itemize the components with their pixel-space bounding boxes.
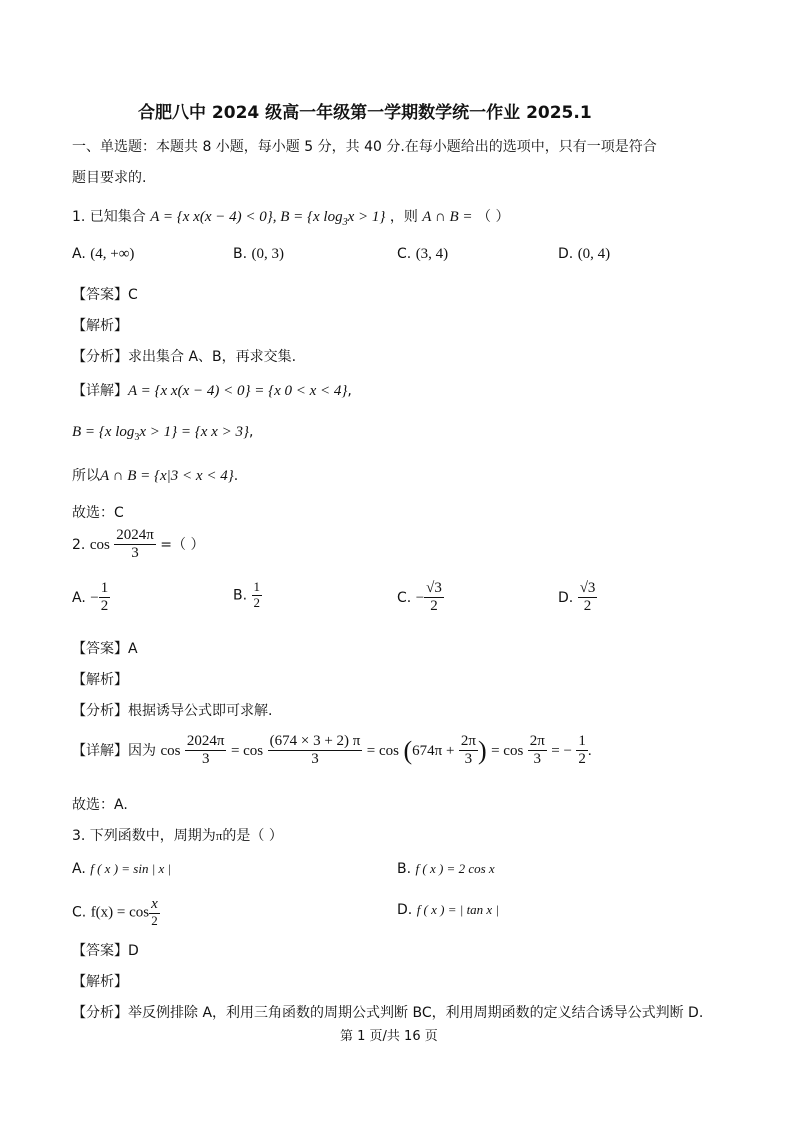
q2-option-d: D. $\frac{√3}{2}$ xyxy=(558,580,596,615)
q1-option-a: A. (4, +∞) xyxy=(72,246,135,262)
q1-detail-line2: B = {x $\log_3x > 1\} = \{x$ x > 3}, xyxy=(72,424,254,443)
q1-answer: 【答案】C xyxy=(72,287,138,303)
q2-choose: 故选：A. xyxy=(72,797,128,813)
section-instructions-line1: 一、单选题：本题共 8 小题，每小题 5 分，共 40 分.在每小题给出的选项中，只有一项是符合 xyxy=(72,139,657,155)
q3-option-a: A. f ( x ) = sin | x | xyxy=(72,861,172,877)
section-instructions-line2: 题目要求的. xyxy=(72,170,147,186)
q1-choose: 故选：C xyxy=(72,505,124,521)
q3-fenxi: 【分析】举反例排除 A，利用三角函数的周期公式判断 BC，利用周期函数的定义结合诱导公式判断 D. xyxy=(72,1005,704,1021)
q1-ask-prefix: ，则 xyxy=(389,209,418,225)
q1-stem xyxy=(72,206,509,228)
q1-prefix: 1. 已知集合 xyxy=(72,209,146,225)
q1-ask-expression: A ∩ B = xyxy=(422,209,473,225)
q1-detail-line1: 【详解】A = {x x(x − 4) < 0} = {x 0 < x < 4}, xyxy=(72,383,352,399)
q1-option-d: D. (0, 4) xyxy=(558,246,611,262)
q2-option-a: A. − $\frac{1}{2}$ xyxy=(72,580,109,615)
q1-option-c: C. (3, 4) xyxy=(397,246,449,262)
page-title: 合肥八中 2024 级高一年级第一学期数学统一作业 2025.1 xyxy=(138,103,592,123)
q2-analysis-tag: 【解析】 xyxy=(72,672,128,688)
q2-stem-numerator: 2024π xyxy=(114,527,156,545)
q3-option-b: B. f ( x ) = 2 cos x xyxy=(397,861,495,877)
page-number: 第 1 页/共 16 页 xyxy=(340,1029,438,1044)
q1-detail-line3: 所以A ∩ B = {x|3 < x < 4}. xyxy=(72,468,239,484)
q1-set-definition: A = {x x(x − 4) < 0}, B = {x $\log_3x > 1$} xyxy=(150,209,386,228)
q1-analysis-tag: 【解析】 xyxy=(72,318,128,334)
q1-option-b: B. (0, 3) xyxy=(233,246,285,262)
q3-option-c: C. f(x) = cos $\frac{x}{2}$ xyxy=(72,896,158,929)
q2-stem: 2. cos $\frac{2024\pi}{3}$ =（ ） xyxy=(72,527,205,562)
q2-option-b: B. $\frac{1}{2}$ xyxy=(233,579,261,610)
q3-answer: 【答案】D xyxy=(72,943,139,959)
q3-stem: 3. 下列函数中，周期为π的是（ ） xyxy=(72,828,283,844)
q2-option-c: C. − $\frac{√3}{2}$ xyxy=(397,580,442,615)
q2-answer: 【答案】A xyxy=(72,641,138,657)
q2-detail: 【详解】因为 cos $\frac{2024\pi}{3}$ = cos $\frac{(674 \times 3 + 2) \pi}{3}$ = cos (674π + $\frac{2\pi}{3}$ ) = cos $\frac{2\pi}{3}$ = − $\frac{1}{2}$ . xyxy=(72,733,592,768)
q1-fenxi: 【分析】求出集合 A、B，再求交集. xyxy=(72,349,297,365)
q1-paren: （ ） xyxy=(477,209,510,225)
q2-fenxi: 【分析】根据诱导公式即可求解. xyxy=(72,703,273,719)
q3-analysis-tag: 【解析】 xyxy=(72,974,128,990)
q2-stem-denominator: 3 xyxy=(131,545,139,562)
q3-option-d: D. f ( x ) = | tan x | xyxy=(397,902,500,918)
